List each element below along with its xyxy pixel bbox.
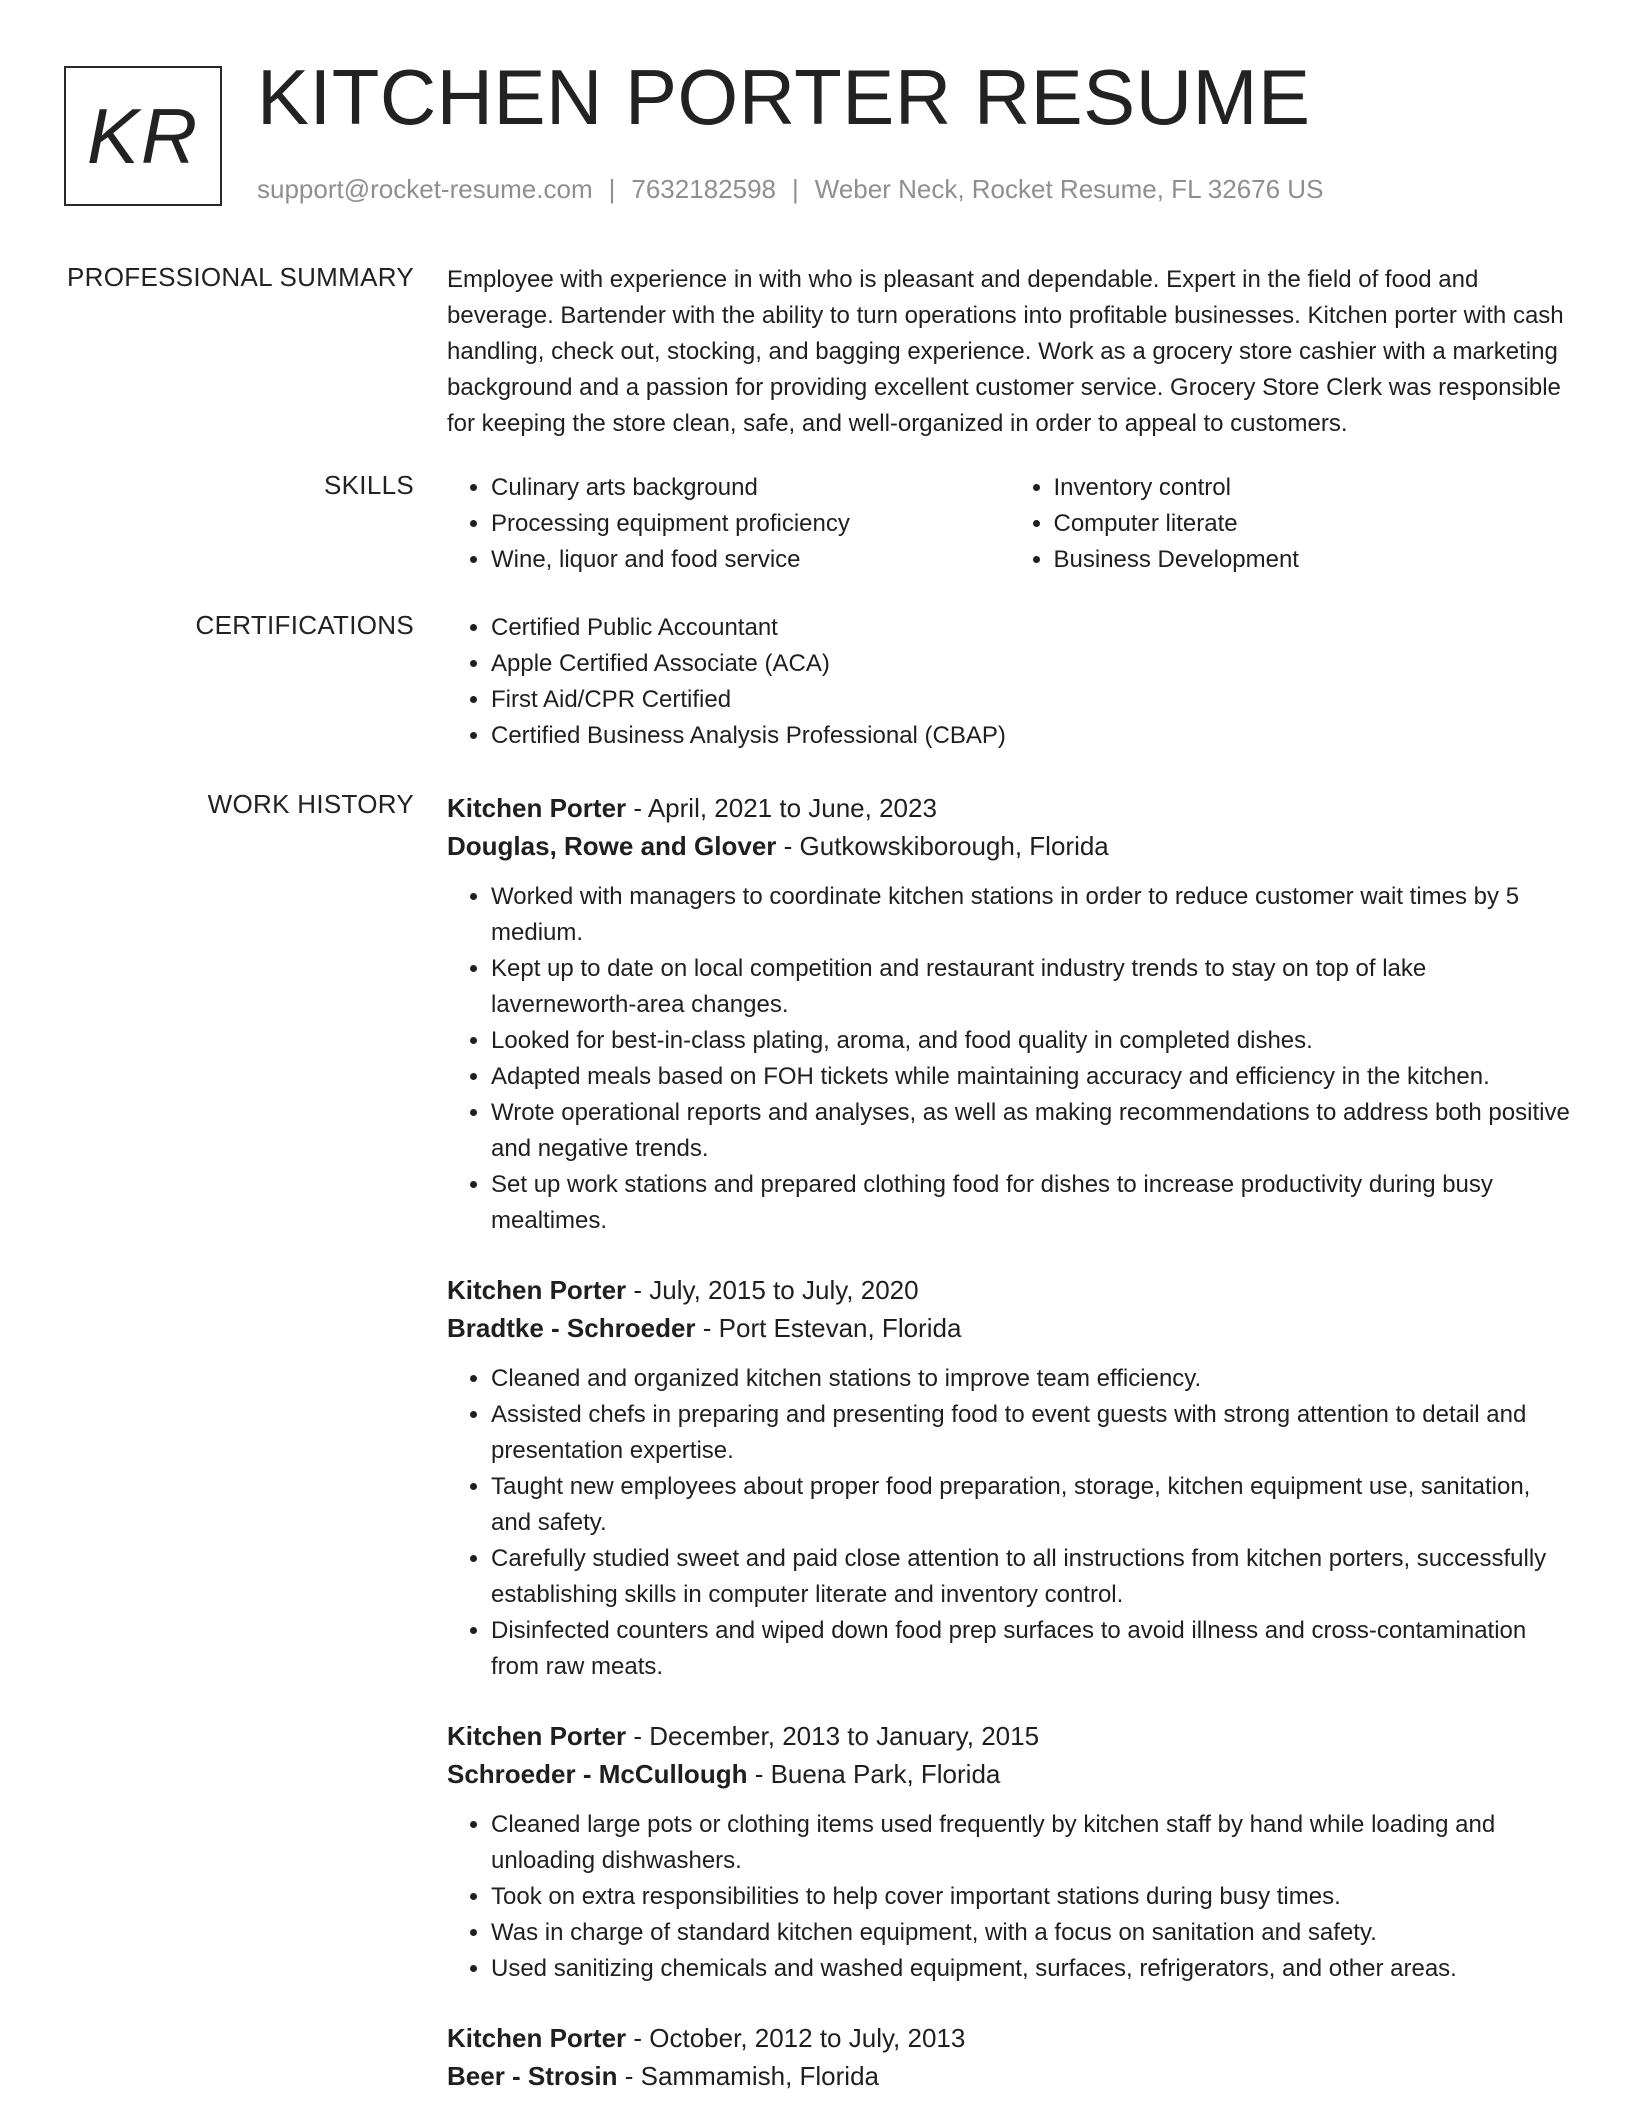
job-bullet: • Took on extra responsibilities to help cover important stations during busy times.: [491, 1879, 1572, 1915]
job-entry: [447, 2019, 1572, 2095]
contact-separator: |: [792, 174, 799, 204]
skills-list: [447, 470, 1572, 578]
job-entry: [447, 789, 1572, 1239]
job-title: Kitchen Porter: [447, 793, 627, 823]
job-location: - Gutkowskiborough, Florida: [776, 831, 1109, 861]
job-company: Schroeder - McCullough: [447, 1759, 748, 1789]
monogram-box: [64, 66, 222, 206]
certifications-label: CERTIFICATIONS: [195, 610, 414, 640]
job-company-line: [447, 1309, 1572, 1347]
skill-item: • Inventory control: [1054, 470, 1573, 506]
job-bullet: • Set up work stations and prepared clothing food for dishes to increase productivity during busy mealtimes.: [491, 1167, 1572, 1239]
job-location: - Buena Park, Florida: [747, 1759, 1001, 1789]
job-bullets: [447, 879, 1572, 1239]
certification-item: • Apple Certified Associate (ACA): [491, 646, 1572, 682]
job-bullet: • Looked for best-in-class plating, aroma, and food quality in completed dishes.: [491, 1023, 1572, 1059]
skills-column-left: [447, 470, 1010, 578]
contact-separator: |: [608, 174, 616, 204]
job-dates: - April, 2021 to June, 2023: [626, 793, 937, 823]
job-company: Bradtke - Schroeder: [447, 1313, 696, 1343]
skills-column-right: [1010, 470, 1573, 578]
contact-phone: 7632182598: [631, 174, 776, 204]
job-location: - Sammamish, Florida: [617, 2061, 879, 2091]
job-title: Kitchen Porter: [447, 2023, 627, 2053]
certification-item: • Certified Public Accountant: [491, 610, 1572, 646]
job-company: Beer - Strosin: [447, 2061, 618, 2091]
job-dates: - December, 2013 to January, 2015: [626, 1721, 1040, 1751]
certifications-list: [447, 610, 1572, 754]
job-bullet: • Was in charge of standard kitchen equipment, with a focus on sanitation and safety.: [491, 1915, 1572, 1951]
work-history-list: [447, 789, 1572, 2095]
job-company-line: [447, 1755, 1572, 1793]
job-title: Kitchen Porter: [447, 1275, 627, 1305]
job-company-line: [447, 827, 1572, 865]
job-bullet: • Taught new employees about proper food preparation, storage, kitchen equipment use, sanitation, and safety.: [491, 1469, 1572, 1541]
job-bullet: • Wrote operational reports and analyses, as well as making recommendations to address both positive and negative trends.: [491, 1095, 1572, 1167]
job-bullet: • Carefully studied sweet and paid close attention to all instructions from kitchen porters, successfully establishing skills in computer literate and inventory control.: [491, 1541, 1572, 1613]
work-history-label: WORK HISTORY: [207, 789, 414, 819]
contact-email: support@rocket-resume.com: [257, 174, 593, 204]
job-bullet: • Kept up to date on local competition and restaurant industry trends to stay on top of lake laverneworth-area changes.: [491, 951, 1572, 1023]
job-bullet: • Disinfected counters and wiped down food prep surfaces to avoid illness and cross-contamination from raw meats.: [491, 1613, 1572, 1685]
job-entry: [447, 1717, 1572, 1987]
job-company: Douglas, Rowe and Glover: [447, 831, 777, 861]
contact-address: Weber Neck, Rocket Resume, FL 32676 US: [814, 174, 1324, 204]
skills-label: SKILLS: [324, 470, 414, 500]
job-company-line: [447, 2057, 1572, 2095]
job-bullet: • Used sanitizing chemicals and washed equipment, surfaces, refrigerators, and other areas.: [491, 1951, 1572, 1987]
job-bullet: • Cleaned and organized kitchen stations to improve team efficiency.: [491, 1361, 1572, 1397]
summary-text: Employee with experience in with who is pleasant and dependable. Expert in the field of food and beverage. Bartender with the ability to turn operations into profitable businesses. Kitchen porter with cash handling, check out, stocking, and bagging experience. Work as a grocery store cashier with a marketing background and a passion for providing excellent customer service. Grocery Store Clerk was responsible for keeping the store clean, safe, and well-organized in order to appeal to customers.: [447, 266, 1564, 437]
job-dates: - July, 2015 to July, 2020: [626, 1275, 919, 1305]
job-bullet: • Worked with managers to coordinate kitchen stations in order to reduce customer wait times by 5 medium.: [491, 879, 1572, 951]
job-title-line: [447, 2019, 1572, 2057]
skill-item: • Computer literate: [1054, 506, 1573, 542]
job-title: Kitchen Porter: [447, 1721, 627, 1751]
job-title-line: [447, 789, 1572, 827]
job-location: - Port Estevan, Florida: [695, 1313, 962, 1343]
certification-item: • First Aid/CPR Certified: [491, 682, 1572, 718]
job-bullet: • Adapted meals based on FOH tickets while maintaining accuracy and efficiency in the kitchen.: [491, 1059, 1572, 1095]
contact-line: [257, 174, 1323, 205]
skill-item: • Business Development: [1054, 542, 1573, 578]
summary-label: PROFESSIONAL SUMMARY: [67, 262, 414, 292]
monogram-initials: KR: [86, 91, 200, 180]
skill-item: • Culinary arts background: [491, 470, 1010, 506]
certification-item: • Certified Business Analysis Professional (CBAP): [491, 718, 1572, 754]
skill-item: • Processing equipment proficiency: [491, 506, 1010, 542]
job-title-line: [447, 1271, 1572, 1309]
job-title-line: [447, 1717, 1572, 1755]
job-bullet: • Cleaned large pots or clothing items used frequently by kitchen staff by hand while loading and unloading dishwashers.: [491, 1807, 1572, 1879]
job-dates: - October, 2012 to July, 2013: [626, 2023, 966, 2053]
job-bullets: [447, 1807, 1572, 1987]
resume-title: KITCHEN PORTER RESUME: [257, 53, 1311, 141]
skill-item: • Wine, liquor and food service: [491, 542, 1010, 578]
job-entry: [447, 1271, 1572, 1685]
job-bullet: • Assisted chefs in preparing and presenting food to event guests with strong attention to detail and presentation expertise.: [491, 1397, 1572, 1469]
job-bullets: [447, 1361, 1572, 1685]
